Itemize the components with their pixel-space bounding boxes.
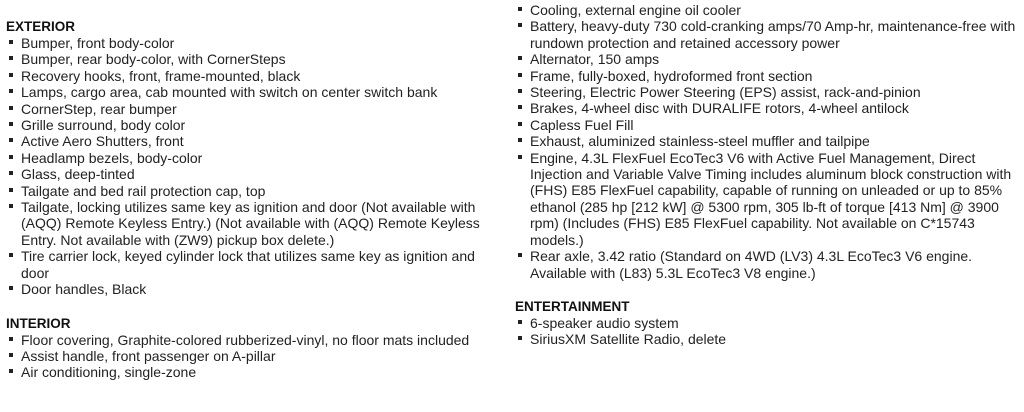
interior-list xyxy=(6,332,506,381)
bullet-icon xyxy=(9,155,13,159)
bullet-icon xyxy=(9,253,13,257)
bullet-icon xyxy=(9,188,13,192)
bullet-icon xyxy=(518,138,522,142)
list-item: Tire carrier lock, keyed cylinder lock that utilizes same key as ignition and door xyxy=(6,248,506,281)
list-item: Air conditioning, single-zone xyxy=(6,364,506,380)
bullet-icon xyxy=(518,155,522,159)
left-column xyxy=(6,0,506,381)
list-item: Exhaust, aluminized stainless-steel muffler and tailpipe xyxy=(515,133,1020,149)
bullet-icon xyxy=(9,171,13,175)
bullet-icon xyxy=(9,122,13,126)
list-item: Frame, fully-boxed, hydroformed front section xyxy=(515,68,1020,84)
list-item: Bumper, front body-color xyxy=(6,35,506,51)
bullet-icon xyxy=(9,286,13,290)
bullet-icon xyxy=(9,89,13,93)
list-item: Glass, deep-tinted xyxy=(6,166,506,182)
exterior-list xyxy=(6,35,506,298)
list-item: Brakes, 4-wheel disc with DURALIFE rotors, 4-wheel antilock xyxy=(515,100,1020,116)
bullet-icon xyxy=(518,320,522,324)
bullet-icon xyxy=(518,105,522,109)
bullet-icon xyxy=(9,106,13,110)
list-item: Engine, 4.3L FlexFuel EcoTec3 V6 with Active Fuel Management, Direct Injection and Variable Valve Timing includes aluminum block construction with (FHS) E85 FlexFuel capability, capable of running on unleaded or up to 85% ethanol (285 hp [212 kW] @ 5300 rpm, 305 lb-ft of torque [413 Nm] @ 3900 rpm) (Includes (FHS) E85 FlexFuel capability. Not available on C*15743 models.) xyxy=(515,150,1020,248)
list-item: Alternator, 150 amps xyxy=(515,51,1020,67)
bullet-icon xyxy=(518,253,522,257)
entertainment-list xyxy=(515,315,1020,348)
bullet-icon xyxy=(518,23,522,27)
list-item: Battery, heavy-duty 730 cold-cranking amps/70 Amp-hr, maintenance-free with rundown protection and retained accessory power xyxy=(515,18,1020,51)
bullet-icon xyxy=(518,89,522,93)
list-item: CornerStep, rear bumper xyxy=(6,101,506,117)
bullet-icon xyxy=(518,56,522,60)
list-item: Assist handle, front passenger on A-pillar xyxy=(6,348,506,364)
list-item: Active Aero Shutters, front xyxy=(6,133,506,149)
bullet-icon xyxy=(9,40,13,44)
list-item: 6-speaker audio system xyxy=(515,315,1020,331)
list-item: Headlamp bezels, body-color xyxy=(6,150,506,166)
list-item: Recovery hooks, front, frame-mounted, black xyxy=(6,68,506,84)
list-item: Capless Fuel Fill xyxy=(515,117,1020,133)
list-item: Tailgate and bed rail protection cap, top xyxy=(6,183,506,199)
bullet-icon xyxy=(9,337,13,341)
section-title-entertainment: ENTERTAINMENT xyxy=(515,298,630,314)
list-item: Tailgate, locking utilizes same key as ignition and door (Not available with (AQQ) Remote Keyless Entry.) (Not available with (AQQ) Remote Keyless Entry. Not available with (ZW9) pickup box delete.) xyxy=(6,199,506,248)
list-item: Bumper, rear body-color, with CornerSteps xyxy=(6,51,506,67)
mechanical-list xyxy=(515,2,1020,281)
bullet-icon xyxy=(518,73,522,77)
list-item: Cooling, external engine oil cooler xyxy=(515,2,1020,18)
bullet-icon xyxy=(9,353,13,357)
list-item: Rear axle, 3.42 ratio (Standard on 4WD (LV3) 4.3L EcoTec3 V6 engine. Available with (L83) 5.3L EcoTec3 V8 engine.) xyxy=(515,248,1020,281)
bullet-icon xyxy=(9,204,13,208)
list-item: Door handles, Black xyxy=(6,281,506,297)
list-item: SiriusXM Satellite Radio, delete xyxy=(515,331,1020,347)
bullet-icon xyxy=(518,7,522,11)
bullet-icon xyxy=(9,369,13,373)
bullet-icon xyxy=(9,56,13,60)
list-item: Floor covering, Graphite-colored rubberized-vinyl, no floor mats included xyxy=(6,332,506,348)
bullet-icon xyxy=(518,122,522,126)
bullet-icon xyxy=(9,73,13,77)
list-item: Lamps, cargo area, cab mounted with switch on center switch bank xyxy=(6,84,506,100)
section-title-exterior: EXTERIOR xyxy=(6,19,76,34)
bullet-icon xyxy=(9,138,13,142)
right-column xyxy=(515,0,1020,348)
section-title-interior: INTERIOR xyxy=(6,315,71,331)
bullet-icon xyxy=(518,336,522,340)
list-item: Steering, Electric Power Steering (EPS) assist, rack-and-pinion xyxy=(515,84,1020,100)
list-item: Grille surround, body color xyxy=(6,117,506,133)
